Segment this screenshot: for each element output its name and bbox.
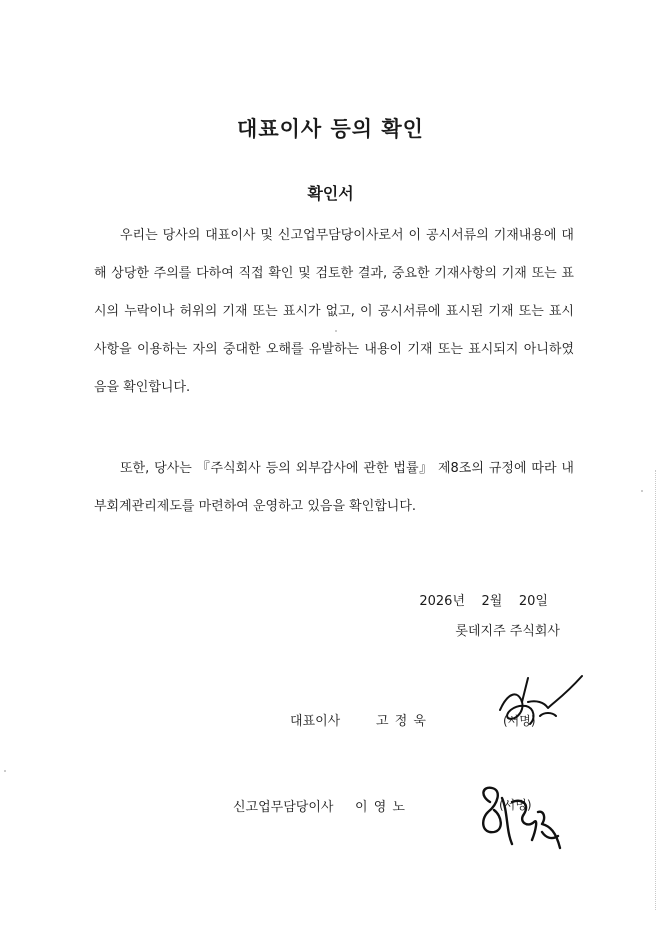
- document-subtitle: 확인서: [307, 184, 354, 203]
- scan-edge-line: [655, 470, 657, 910]
- ceo-name: 고 정 욱: [376, 714, 427, 729]
- document-date: 2026년 2월 20일: [419, 594, 548, 609]
- internal-control-paragraph: 또한, 당사는 『주식회사 등의 외부감사에 관한 법률』 제8조의 규정에 따라 내부회계관리제도를 마련하여 운영하고 있음을 확인합니다.: [94, 461, 574, 514]
- document-title: 대표이사 등의 확인: [237, 117, 424, 141]
- disclosure-officer-handwritten-signature: [472, 782, 572, 862]
- disclosure-officer-seal-label: (서명): [499, 798, 532, 812]
- scan-speck: [4, 770, 6, 772]
- disclosure-officer-name: 이 영 노: [355, 800, 406, 815]
- company-name: 롯데지주 주식회사: [455, 624, 560, 639]
- ceo-role: 대표이사: [290, 714, 341, 729]
- scan-speck: [335, 330, 337, 332]
- confirmation-paragraph: 우리는 당사의 대표이사 및 신고업무담당이사로서 이 공시서류의 기재내용에 대해 상당한 주의를 다하여 직접 확인 및 검토한 결과, 중요한 기재사항의 기재 또는 표시의 누락이나 허위의 기재 또는 표시가 없고, 이 공시서류에 표시된 기재 또는 표시사항을 이용하는 자의 중대한 오해를 유발하는 내용이 기재 또는 표시되지 아니하였음을 확인합니다.: [94, 228, 574, 395]
- disclosure-officer-role: 신고업무담당이사: [233, 800, 334, 815]
- scan-speck: [641, 490, 643, 492]
- ceo-seal-label: (서명): [503, 714, 536, 728]
- ceo-handwritten-signature: [478, 672, 588, 742]
